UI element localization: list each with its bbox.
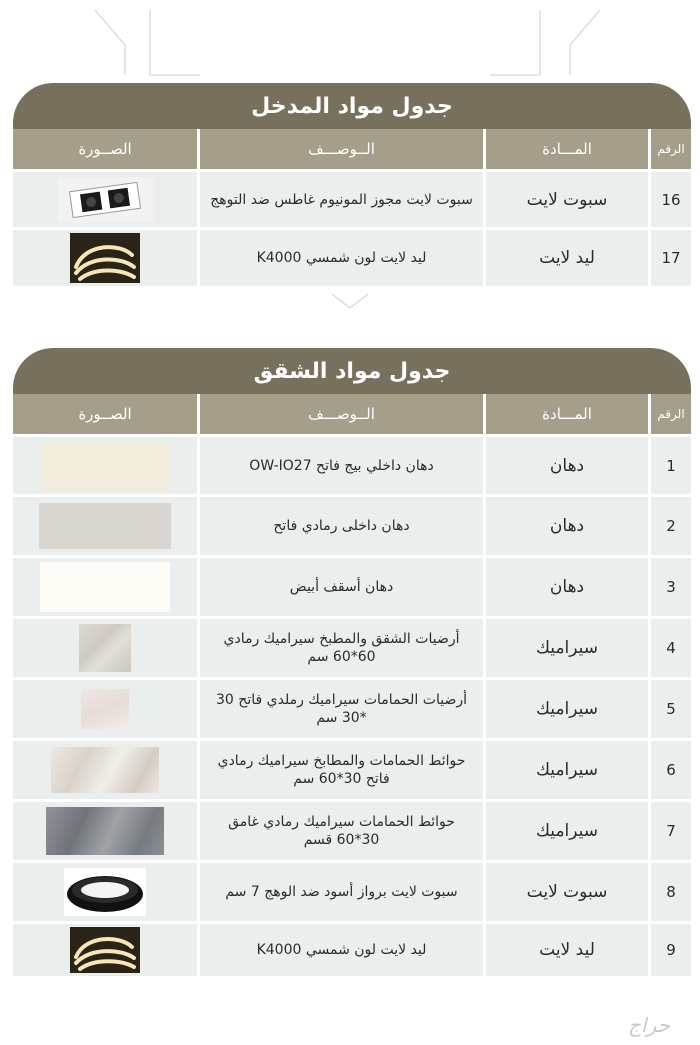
table-row [13,172,691,227]
header-description: الــوصـــف [200,129,483,169]
row-num: 2 [651,497,691,555]
row-description: حوائط الحمامات والمطابخ سيراميك رمادي فاتح 30*60 سم [200,741,483,799]
row-num: 1 [651,437,691,494]
row-image [13,802,197,860]
header-material: المـــادة [486,129,648,169]
spotlight-double-icon [57,177,153,223]
row-material: سيراميك [486,680,648,738]
row-description: دهان داخلي بيج فاتح OW-IO27 [200,437,483,494]
row-description: دهان أسقف أبيض [200,558,483,616]
tile-gray-60 [79,624,131,672]
row-image [13,619,197,677]
row-material: سيراميك [486,802,648,860]
row-material: سبوت لايت [486,863,648,921]
swatch-beige [41,441,169,491]
swatch-light-gray [39,503,171,549]
entrance-table-header [13,129,691,169]
row-num: 7 [651,802,691,860]
header-num: الرقم [651,129,691,169]
led-strip-icon [70,233,140,283]
header-description: الــوصـــف [200,394,483,434]
row-num: 3 [651,558,691,616]
row-material: دهان [486,497,648,555]
row-description: أرضيات الحمامات سيراميك رملدي فاتح 30 *30 سم [200,680,483,738]
tile-marble-light [51,747,159,793]
table-row [13,619,691,677]
row-material: سيراميك [486,619,648,677]
row-material: سبوت لايت [486,172,648,227]
apartments-table-header [13,394,691,434]
header-image: الصــورة [13,129,197,169]
table-row [13,924,691,976]
row-description: ليد لايت لون شمسي K4000 [200,230,483,286]
row-description: ليد لايت لون شمسي K4000 [200,924,483,976]
row-material: ليد لايت [486,230,648,286]
row-description: حوائط الحمامات سيراميك رمادي غامق 30*60 قسم [200,802,483,860]
row-material: دهان [486,558,648,616]
header-num: الرقم [651,394,691,434]
apartments-materials-table [13,348,691,976]
row-num: 4 [651,619,691,677]
header-material: المـــادة [486,394,648,434]
row-num: 17 [651,230,691,286]
row-material: ليد لايت [486,924,648,976]
decorative-lines [0,0,700,80]
row-image [13,863,197,921]
led-strip-icon [70,927,140,973]
watermark: حراج [628,1013,670,1037]
table-row [13,230,691,286]
row-image [13,924,197,976]
row-num: 9 [651,924,691,976]
entrance-table-title: جدول مواد المدخل [13,83,691,129]
row-image [13,497,197,555]
row-image [13,437,197,494]
entrance-materials-table [13,83,691,286]
tile-dark-gray [46,807,164,855]
swatch-white [40,562,170,612]
row-image [13,230,197,286]
table-row [13,680,691,738]
decorative-chevron [330,292,370,310]
table-row [13,741,691,799]
table-row [13,437,691,494]
row-image [13,172,197,227]
tile-light-30 [81,689,129,729]
row-description: أرضيات الشقق والمطبخ سيراميك رمادي 60*60 سم [200,619,483,677]
row-image [13,680,197,738]
row-description: سبوت لايت برواز أسود ضد الوهج 7 سم [200,863,483,921]
row-num: 16 [651,172,691,227]
row-num: 6 [651,741,691,799]
row-material: دهان [486,437,648,494]
spotlight-black-round-icon [64,868,146,916]
table-row [13,558,691,616]
apartments-table-title: جدول مواد الشقق [13,348,691,394]
table-row [13,497,691,555]
row-description: دهان داخلى رمادي فاتح [200,497,483,555]
table-row [13,802,691,860]
row-image [13,558,197,616]
row-num: 5 [651,680,691,738]
header-image: الصــورة [13,394,197,434]
row-material: سيراميك [486,741,648,799]
row-image [13,741,197,799]
row-num: 8 [651,863,691,921]
table-row [13,863,691,921]
row-description: سبوت لايت مجوز المونيوم غاطس ضد التوهج [200,172,483,227]
